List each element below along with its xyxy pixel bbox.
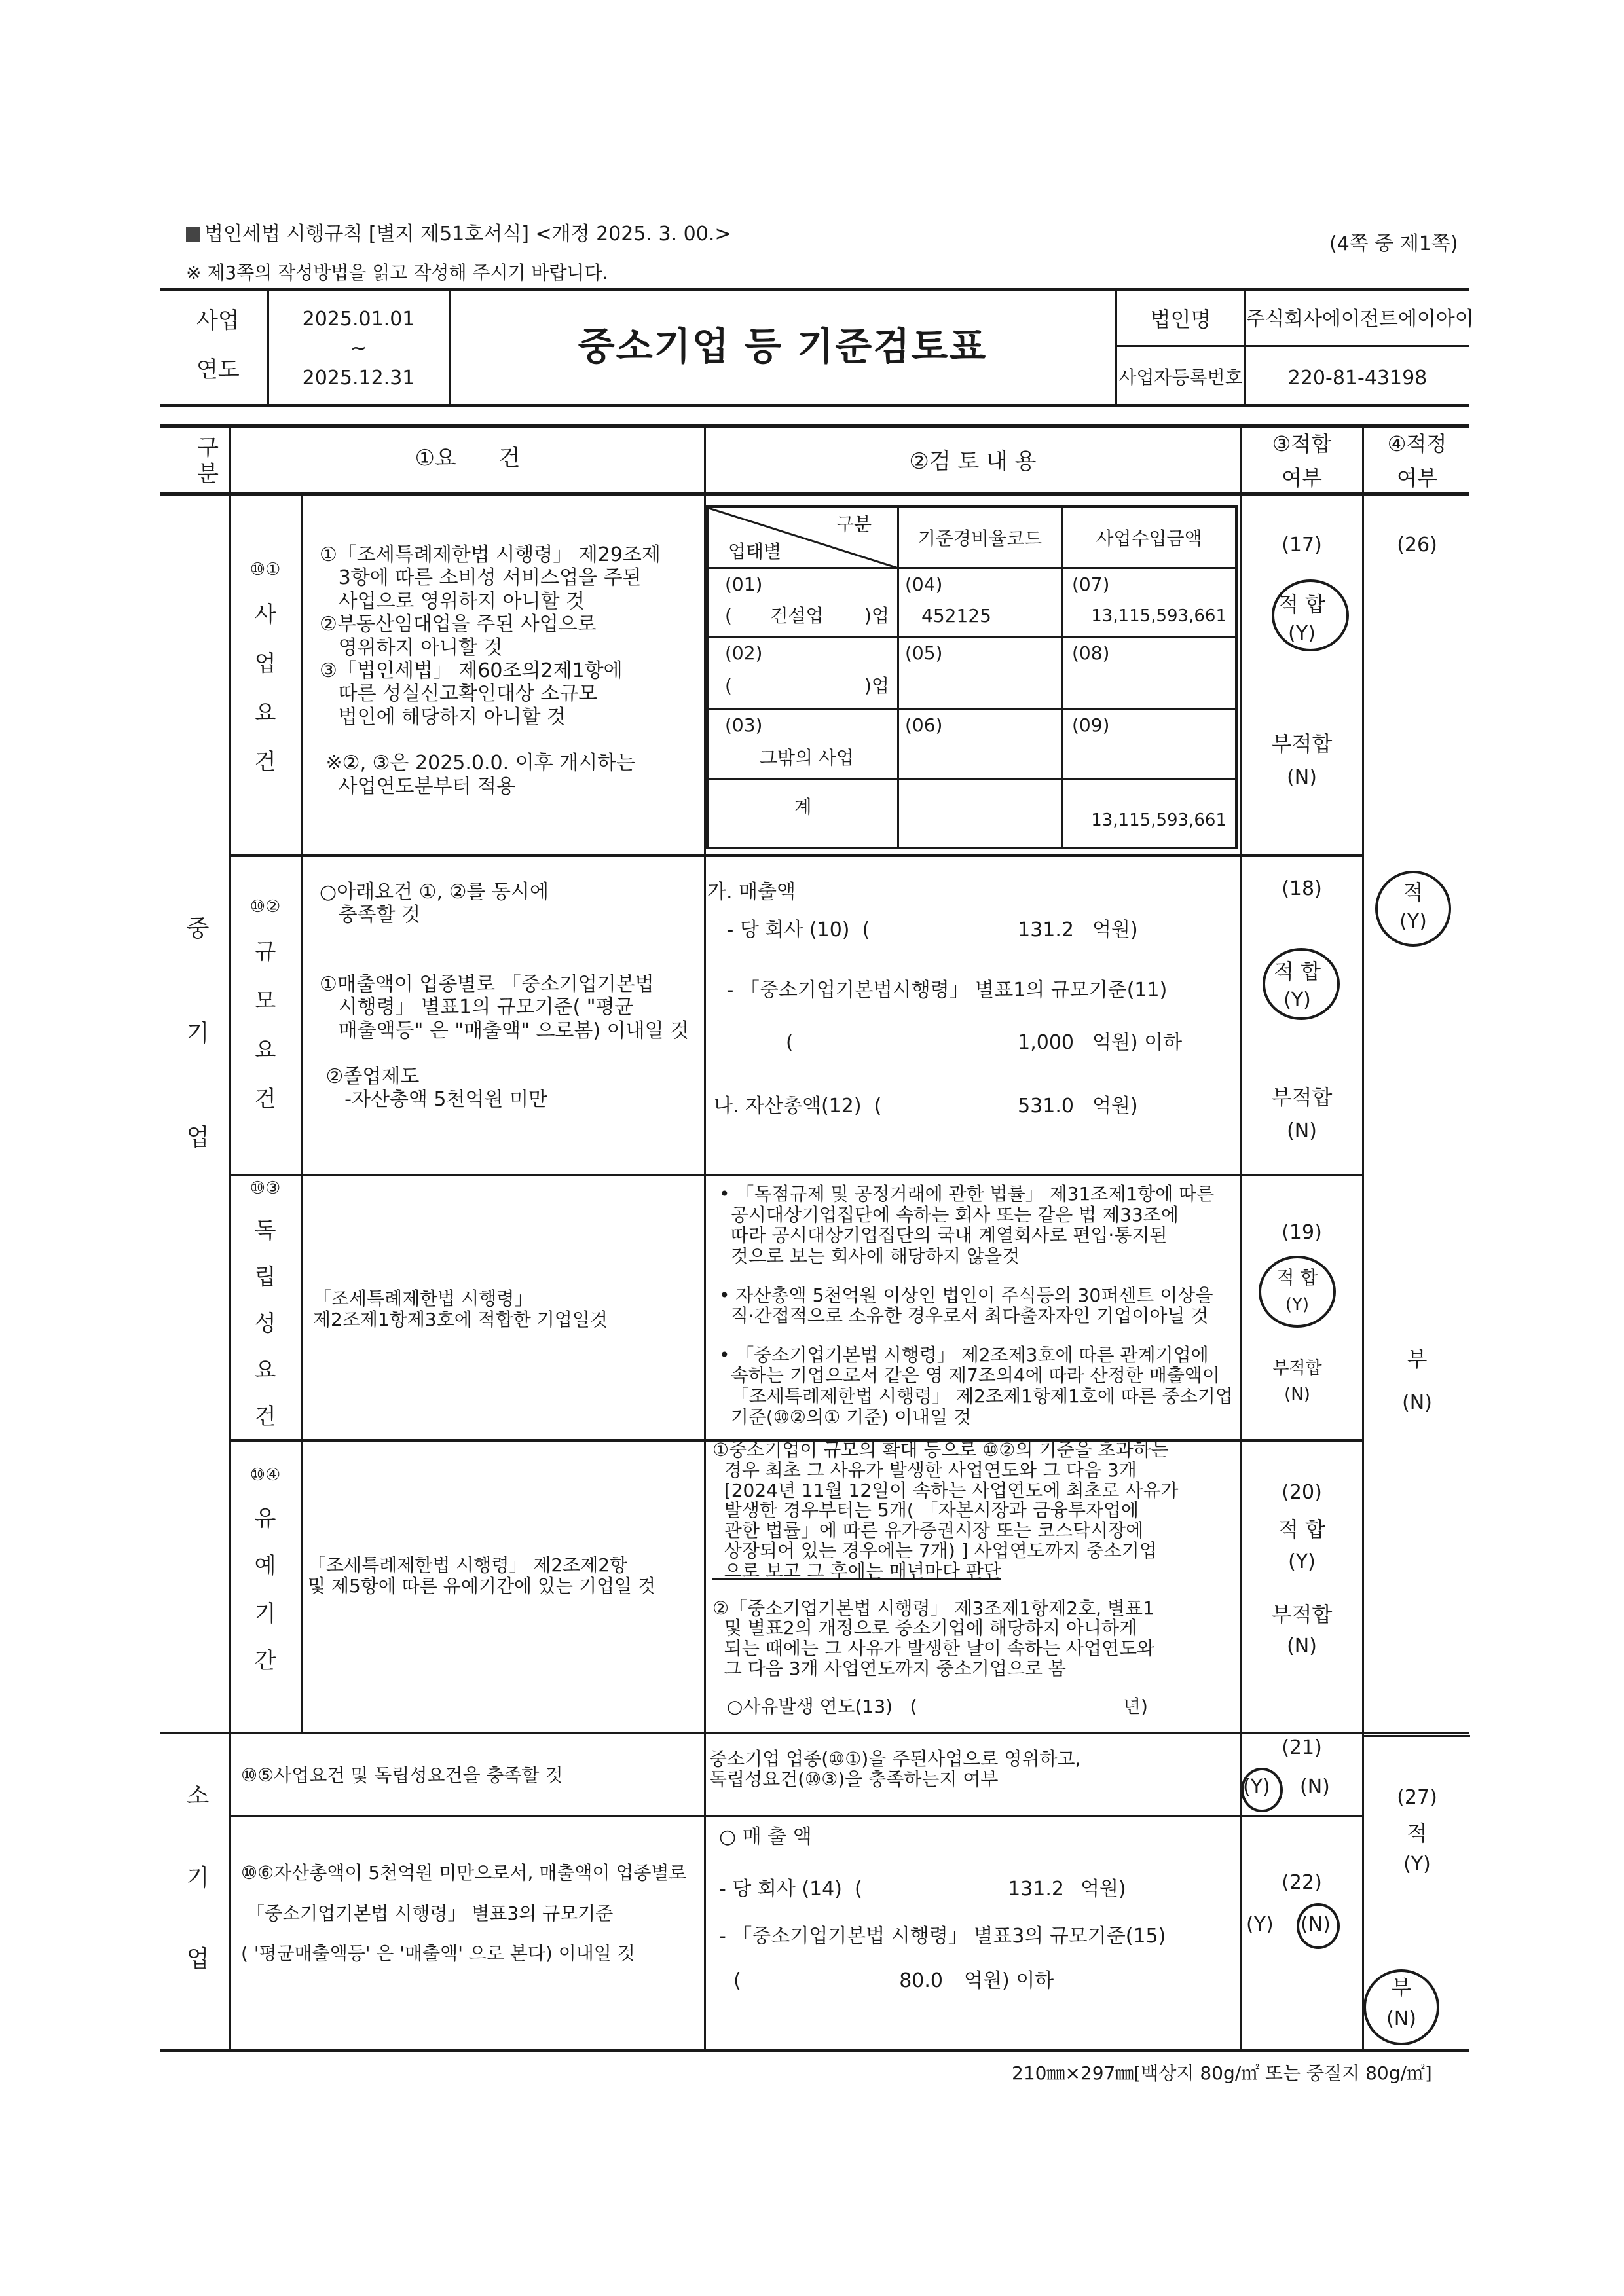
row104-fit-yes-code: (Y) [1288,1550,1316,1573]
row102-fit-yes-code: (Y) [1283,989,1311,1011]
row06-id: (06) [905,714,943,736]
row101-fit-no-code: (N) [1287,766,1317,789]
column-requirement: ①요 건 [415,445,521,471]
page-info: (4쪽 중 제1쪽) [1329,232,1458,255]
column-proper-1: ④적정 [1387,431,1447,456]
row101-requirement: ①「조세특례제한법 시행령」 제29조제 3항에 따른 소비성 서비스업을 주된 사업으로 영위하지 아니할 것 ②부동산임대업을 주된 사업으로 영위하지 아니할 것 ③「법인세법」 제60조의2제1항에 따른 성실신고확인대상 소규모 법인에 해당하지 아니할 것 ※②, ③은 2025.0.0. 이후 개시하는 사업연도분부터 적용 [320,543,661,798]
company-sales-label: - 당 회사 (10) ( [720,919,870,941]
row102-label: ⑩② 규 모 요 건 [249,897,281,1112]
period-separator: ~ [350,337,367,360]
row106-company-value[interactable]: 131.2 [1008,1878,1064,1901]
total-label: 계 [794,796,812,818]
fiscal-year-label-1: 사업 [196,308,240,334]
column-review: ②검 토 내 용 [909,448,1037,475]
row106-standard-value[interactable]: 80.0 [899,1969,943,1992]
company-sales-unit: 억원) [1092,919,1138,941]
row101-proper-number: (26) [1397,534,1437,556]
row103-fit-yes[interactable]: 적 합 [1276,1267,1318,1288]
small-proper-yes[interactable]: 적 [1407,1821,1428,1846]
row03-id: (03) [725,714,763,736]
total-assets-label: 나. 자산총액(12) ( [714,1095,882,1118]
group-small-enterprise: 소 기 업 [186,1783,210,1973]
row09-id: (09) [1072,714,1110,736]
total-assets-unit: 억원) [1092,1095,1138,1118]
total-assets-value[interactable]: 531.0 [1018,1095,1074,1118]
row04-id: (04) [905,574,943,595]
row105-fit-number: (21) [1282,1736,1322,1759]
row103-fit-yes-code: (Y) [1285,1295,1310,1315]
row01-name-close: )업 [864,605,889,627]
medium-proper-yes[interactable]: 적 [1403,880,1424,905]
size-standard-value[interactable]: 1,000 [1018,1031,1074,1054]
row106-standard-label: - 「중소기업기본법 시행령」 별표3의 규모기준(15) [719,1925,1166,1948]
row106-sales-title: ○ 매 출 액 [719,1825,812,1848]
small-proper-no[interactable]: 부 [1391,1975,1412,2000]
row104-label: ⑩④ 유 예 기 간 [249,1465,281,1674]
row104-fit-no[interactable]: 부적합 [1271,1602,1333,1627]
row102-fit-no-code: (N) [1287,1120,1317,1142]
row02-name-open: ( [725,675,732,697]
column-fit-2: 여부 [1282,465,1322,490]
row104-review: ①중소기업이 규모의 확대 등으로 ⑩②의 기준을 초과하는 경우 최초 그 사유가 발생한 사업연도와 그 다음 3개 [2024년 11월 12일이 속하는 사업연도에 최초로 사유가 발생한 경우부터는 5개( 「자본시장과 금융투자업에 관한 법률」에 따른 유가증권시장 또는 코스닥시장에 상장되어 있는 경우에는 7개) ] 사업연도까지 중소기업 으로 보고 그 후에는 매년마다 판단 ②「중소기업기본법 시행령」 제3조제1항제2호, 별표1 및 별표2의 개정으로 중소기업에 해당하지 아니하게 되는 때에는 그 사유가 발생한 날이 속하는 사업연도와 그 다음 3개 사업연도까지 중소기업으로 봄 [712,1439,1179,1679]
small-proper-no-code: (N) [1386,2007,1416,2030]
row106-yes[interactable]: (Y) [1246,1913,1274,1936]
row08-id: (08) [1072,642,1110,664]
row106-requirement: ⑩⑥자산총액이 5천억원 미만으로서, 매출액이 업종별로 「중소기업기본법 시행령」 별표3의 규모기준 ( '평균매출액등' 은 '매출액' 으로 본다) 이내일 것 [241,1862,687,1965]
instruction-note: ※ 제3쪽의 작성방법을 읽고 작성해 주시기 바랍니다. [186,262,608,283]
row101-fit-yes-code: (Y) [1288,622,1316,645]
row106-standard-unit: 억원) 이하 [964,1969,1054,1992]
column-category: 구분 [193,435,219,488]
period-end: 2025.12.31 [302,367,415,390]
row103-fit-number: (19) [1282,1221,1322,1244]
reason-year-unit: 년) [1123,1696,1148,1717]
row104-fit-no-code: (N) [1287,1635,1317,1658]
row103-label: ⑩③ 독 립 성 요 건 [249,1178,281,1430]
sales-title: 가. 매출액 [707,881,796,903]
row105-no[interactable]: (N) [1300,1776,1330,1798]
medium-proper-no[interactable]: 부 [1407,1347,1428,1372]
total-amount: 13,115,593,661 [1091,811,1227,830]
row101-label: ⑩① 사 업 요 건 [249,560,281,775]
size-standard-unit: 억원) 이하 [1092,1031,1183,1054]
column-fit-1: ③적합 [1272,431,1332,456]
row07-id: (07) [1072,574,1110,595]
row104-fit-number: (20) [1282,1481,1322,1504]
page-title: 중소기업 등 기준검토표 [578,324,987,369]
row104-fit-yes[interactable]: 적 합 [1278,1517,1325,1542]
row103-review: • 「독점규제 및 공정거래에 관한 법률」 제31조제1항에 따른 공시대상기업집단에 속하는 회사 또는 같은 법 제33조에 따라 공시대상기업집단의 국내 계열회사로 편입·통지된 것으로 보는 회사에 해당하지 않을것 • 자산총액 5천억원 이상인 법인이 주식등의 30퍼센트 이상을 직·간접적으로 소유한 경우로서 최다출자자인 기업이아닐 것 • 「중소기업기본법 시행령」 제2조제3호에 따른 관계기업에 속하는 기업으로서 같은 영 제7조의4에 따라 산정한 매출액이 「조세특례제한법 시행령」 제2조제1항제1호에 따른 중소기업 기준(⑩②의① 기준) 이내일 것 [719,1183,1233,1428]
business-type-table [706,505,1238,849]
row106-no[interactable]: (N) [1301,1913,1331,1936]
row104-requirement: 「조세특례제한법 시행령」 제2조제2항 및 제5항에 따른 유예기간에 있는 기업일 것 [308,1554,656,1597]
row105-review: 중소기업 업종(⑩①)을 주된사업으로 영위하고, 독립성요건(⑩③)을 충족하는지 여부 [709,1748,1081,1790]
small-proper-yes-code: (Y) [1403,1853,1431,1876]
column-proper-2: 여부 [1397,465,1437,490]
row103-requirement: 「조세특례제한법 시행령」 제2조제1항제3호에 적합한 기업일것 [313,1288,608,1331]
form-source-text: 법인세법 시행규칙 [별지 제51호서식] <개정 2025. 3. 00.> [204,223,731,246]
corp-name-value: 주식회사에이전트에이아이 [1246,308,1474,331]
size-standard-label: - 「중소기업기본법시행령」 별표1의 규모기준(11) [720,979,1168,1002]
row106-company-unit: 억원) [1080,1878,1126,1901]
company-sales-value[interactable]: 131.2 [1018,919,1074,941]
period-start: 2025.01.01 [302,308,415,331]
row101-fit-no[interactable]: 부적합 [1271,731,1333,756]
row102-fit-no[interactable]: 부적합 [1271,1085,1333,1110]
header-business-income: 사업수입금액 [1096,528,1202,549]
row102-fit-yes[interactable]: 적 합 [1274,959,1321,984]
medium-proper-no-code: (N) [1402,1391,1432,1414]
fiscal-year-label-2: 연도 [196,357,240,383]
row102-requirement: ○아래요건 ①, ②를 동시에 충족할 것 ①매출액이 업종별로 「중소기업기본법 시행령」 별표1의 규모기준( "평균 매출액등" 은 "매출액" 으로봄) 이내일 것 ②졸업제도 -자산총액 5천억원 미만 [320,881,690,1112]
row105-yes[interactable]: (Y) [1243,1776,1270,1798]
row01-id: (01) [725,574,763,595]
size-standard-open: ( [786,1031,794,1054]
row103-fit-no[interactable]: 부적합 [1272,1358,1322,1378]
corp-name-label: 법인명 [1150,307,1211,332]
row05-id: (05) [905,642,943,664]
row105-requirement: ⑩⑤사업요건 및 독립성요건을 충족할 것 [241,1764,563,1786]
medium-proper-yes-code: (Y) [1399,910,1427,933]
biz-reg-label: 사업자등록번호 [1118,367,1243,388]
row106-standard-open: ( [733,1969,741,1992]
row106-company-label: - 당 회사 (14) ( [719,1878,862,1901]
group-medium-enterprise: 중 기 업 [186,915,210,1151]
row102-fit-number: (18) [1282,877,1322,900]
row02-id: (02) [725,642,763,664]
row02-name-close: )업 [864,675,889,697]
paper-spec: 210㎜×297㎜[백상지 80g/㎡ 또는 중질지 80g/㎡] [1012,2062,1432,2084]
row01-business-name: 건설업 [770,605,824,627]
small-proper-number: (27) [1397,1786,1437,1809]
row07-amount: 13,115,593,661 [1091,606,1227,626]
row101-fit-yes[interactable]: 적 합 [1278,592,1325,617]
reason-year-label: ○사유발생 연도(13) ( [727,1696,917,1717]
diag-header-business-type: 업태별 [728,541,782,562]
row01-name-open: ( [725,605,732,627]
square-bullet-icon [186,227,200,242]
form-source [186,223,731,246]
row106-fit-number: (22) [1282,1871,1322,1894]
diag-header-category: 구분 [836,513,872,535]
row103-fit-no-code: (N) [1284,1385,1310,1404]
biz-reg-value: 220-81-43198 [1287,367,1428,390]
header-standard-rate-code: 기준경비율코드 [917,528,1043,549]
row04-code-value: 452125 [921,605,991,627]
row101-fit-number: (17) [1282,534,1322,556]
row03-business-name: 그밖의 사업 [759,747,855,769]
